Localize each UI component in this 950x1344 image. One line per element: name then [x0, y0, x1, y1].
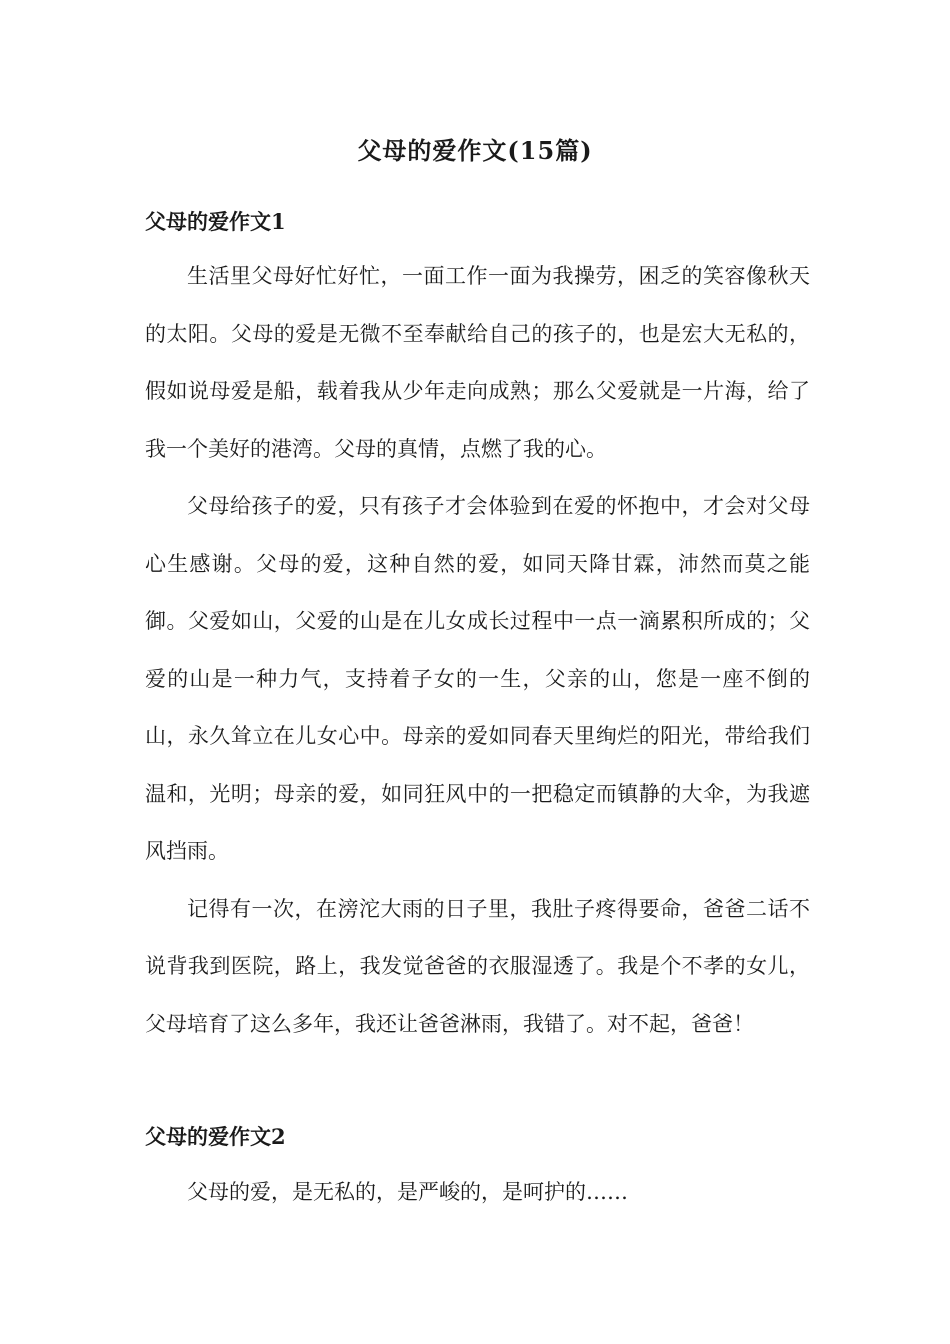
paragraph: 记得有一次，在滂沱大雨的日子里，我肚子疼得要命，爸爸二话不说背我到医院，路上，我发觉爸爸的衣服湿透了。我是个不孝的女儿，父母培育了这么多年，我还让爸爸淋雨，我错了。对不起，爸爸！ — [145, 896, 810, 1036]
section-body-2 — [145, 1164, 810, 1222]
section-heading-2: 父母的爱作文2 — [145, 1124, 286, 1149]
paragraph: 父母的爱，是无私的，是严峻的，是呵护的…… — [187, 1180, 628, 1204]
paragraph: 生活里父母好忙好忙，一面工作一面为我操劳，困乏的笑容像秋天的太阳。父母的爱是无微不至奉献给自己的孩子的，也是宏大无私的，假如说母爱是船，载着我从少年走向成熟；那么父爱就是一片海，给了我一个美好的港湾。父母的真情，点燃了我的心。 — [145, 264, 810, 461]
paragraph: 父母给孩子的爱，只有孩子才会体验到在爱的怀抱中，才会对父母心生感谢。父母的爱，这种自然的爱，如同天降甘霖，沛然而莫之能御。父爱如山，父爱的山是在儿女成长过程中一点一滴累积所成的；父爱的山是一种力气，支持着子女的一生，父亲的山，您是一座不倒的山，永久耸立在儿女心中。母亲的爱如同春天里绚烂的阳光，带给我们温和，光明；母亲的爱，如同狂风中的一把稳定而镇静的大伞，为我遮风挡雨。 — [145, 494, 810, 863]
section-body-1 — [145, 248, 810, 1053]
document-title: 父母的爱作文(15篇) — [357, 136, 593, 165]
section-heading-1: 父母的爱作文1 — [145, 209, 286, 234]
